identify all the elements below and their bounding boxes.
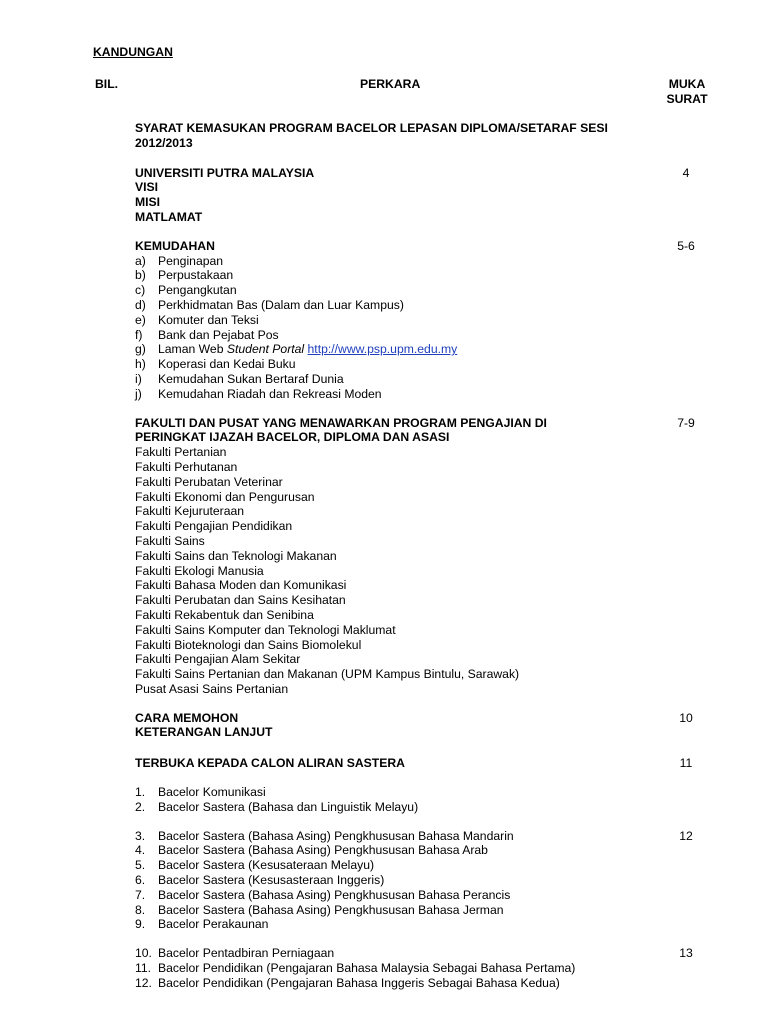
faculty-item: Fakulti Perubatan Veterinar <box>135 474 283 489</box>
faculty-item: Fakulti Rekabentuk dan Senibina <box>135 607 314 622</box>
faculty-item: Fakulti Pengajian Alam Sekitar <box>135 652 301 667</box>
item-label: a) <box>135 253 146 268</box>
section-sastera <box>135 756 695 990</box>
program-item <box>135 946 695 961</box>
list-item <box>135 372 695 387</box>
item-text: Penginapan <box>158 253 224 268</box>
item-text: Bacelor Sastera (Kesusasteraan Inggeris) <box>158 873 385 888</box>
item-text: Bacelor Sastera (Kesusateraan Melayu) <box>158 858 375 873</box>
item-text: Kemudahan Riadah dan Rekreasi Moden <box>158 386 382 401</box>
program-item <box>135 917 695 932</box>
item-text: Bacelor Perakaunan <box>158 917 269 932</box>
list-item <box>135 342 695 357</box>
section-line: MATLAMAT <box>135 209 203 224</box>
list-item <box>135 313 695 328</box>
page-number: 12 <box>679 828 693 843</box>
program-item <box>135 800 695 815</box>
item-text: Bacelor Pendidikan (Pengajaran Bahasa Inggeris Sebagai Bahasa Kedua) <box>158 975 560 990</box>
toc-content <box>135 121 695 1005</box>
faculty-item: Fakulti Bioteknologi dan Sains Biomolekul <box>135 637 362 652</box>
faculty-item: Fakulti Pengajian Pendidikan <box>135 519 293 534</box>
item-number: 5. <box>135 858 146 873</box>
column-header-muka-surat <box>650 77 724 107</box>
item-text: Kemudahan Sukan Bertaraf Dunia <box>158 371 344 386</box>
item-text: Bacelor Sastera (Bahasa Asing) Pengkhususan Bahasa Mandarin <box>158 828 514 843</box>
program-item <box>135 903 695 918</box>
item-label: j) <box>135 386 142 401</box>
item-number: 10. <box>135 946 152 961</box>
column-header-muka: MUKA <box>668 77 706 91</box>
item-text: Bacelor Sastera (Bahasa Asing) Pengkhususan Bahasa Perancis <box>158 887 511 902</box>
section-syarat <box>135 121 695 151</box>
column-header-bil: BIL. <box>95 77 119 91</box>
list-item <box>135 328 695 343</box>
item-text: Pengangkutan <box>158 283 237 298</box>
faculty-item: Fakulti Bahasa Moden dan Komunikasi <box>135 578 347 593</box>
item-label: e) <box>135 312 146 327</box>
item-number: 11. <box>135 961 152 976</box>
item-number: 9. <box>135 917 146 932</box>
list-item <box>135 387 695 402</box>
item-italic-text: Student Portal <box>226 342 305 357</box>
spacer <box>135 771 695 785</box>
item-label: c) <box>135 283 146 298</box>
item-text: Bacelor Pentadbiran Perniagaan <box>158 946 335 961</box>
item-text: Komuter dan Teksi <box>158 312 259 327</box>
item-number: 2. <box>135 799 146 814</box>
item-label: i) <box>135 371 142 386</box>
faculty-item: Fakulti Sains Komputer dan Teknologi Maklumat <box>135 622 396 637</box>
item-number: 8. <box>135 902 146 917</box>
section-heading: SYARAT KEMASUKAN PROGRAM BACELOR LEPASAN DIPLOMA/SETARAF SESI <box>135 121 608 135</box>
spacer <box>135 815 695 829</box>
item-number: 4. <box>135 843 146 858</box>
column-header-surat: SURAT <box>666 92 708 106</box>
page-number: 13 <box>679 946 693 961</box>
list-item <box>135 283 695 298</box>
section-cara-memohon <box>135 711 695 741</box>
program-item <box>135 976 695 991</box>
program-item <box>135 858 695 873</box>
section-heading: TERBUKA KEPADA CALON ALIRAN SASTERA <box>135 756 405 771</box>
program-item <box>135 843 695 858</box>
item-text: Bacelor Sastera (Bahasa Asing) Pengkhususan Bahasa Jerman <box>158 902 504 917</box>
faculty-item: Fakulti Perhutanan <box>135 459 238 474</box>
page-number: 4 <box>682 165 690 180</box>
column-header-perkara: PERKARA <box>360 77 421 91</box>
item-label: h) <box>135 357 146 372</box>
item-text: Laman Web <box>158 342 224 357</box>
program-group-b <box>135 829 695 933</box>
page-number: 11 <box>679 756 693 771</box>
section-heading: 2012/2013 <box>135 135 193 150</box>
section-heading: FAKULTI DAN PUSAT YANG MENAWARKAN PROGRAM PENGAJIAN DI <box>135 415 547 430</box>
item-number: 12. <box>135 975 152 990</box>
list-item <box>135 254 695 269</box>
program-item <box>135 873 695 888</box>
item-number: 1. <box>135 785 146 800</box>
section-line: VISI <box>135 180 159 195</box>
section-heading: CARA MEMOHON <box>135 710 239 725</box>
item-text: Bank dan Pejabat Pos <box>158 327 279 342</box>
list-item <box>135 357 695 372</box>
program-item <box>135 961 695 976</box>
item-number: 3. <box>135 828 146 843</box>
section-heading: KEMUDAHAN <box>135 238 215 253</box>
section-heading: PERINGKAT IJAZAH BACELOR, DIPLOMA DAN ASASI <box>135 430 450 445</box>
item-text: Perpustakaan <box>158 268 234 283</box>
list-item <box>135 298 695 313</box>
faculty-item: Fakulti Sains dan Teknologi Makanan <box>135 548 337 563</box>
section-line: MISI <box>135 195 161 210</box>
page-number: 10 <box>679 710 693 725</box>
item-label: f) <box>135 327 143 342</box>
item-text: Bacelor Sastera (Bahasa Asing) Pengkhususan Bahasa Arab <box>158 843 488 858</box>
page-number: 7-9 <box>677 415 695 430</box>
spacer <box>135 932 695 946</box>
item-text: Bacelor Pendidikan (Pengajaran Bahasa Malaysia Sebagai Bahasa Pertama) <box>158 961 576 976</box>
item-text: Bacelor Komunikasi <box>158 785 266 800</box>
program-item <box>135 785 695 800</box>
item-label: g) <box>135 342 146 357</box>
page-number: 5-6 <box>677 238 695 253</box>
faculty-item: Fakulti Kejuruteraan <box>135 504 245 519</box>
item-number: 7. <box>135 887 146 902</box>
faculty-item: Fakulti Ekologi Manusia <box>135 563 264 578</box>
faculty-item: Fakulti Ekonomi dan Pengurusan <box>135 489 315 504</box>
faculty-item: Fakulti Sains Pertanian dan Makanan (UPM Kampus Bintulu, Sarawak) <box>135 667 520 682</box>
faculty-item: Pusat Asasi Sains Pertanian <box>135 681 289 696</box>
document-title: KANDUNGAN <box>93 45 173 59</box>
item-text: Koperasi dan Kedai Buku <box>158 357 296 372</box>
item-text: Perkhidmatan Bas (Dalam dan Luar Kampus) <box>158 297 404 312</box>
faculty-item: Fakulti Sains <box>135 533 205 548</box>
section-upm <box>135 166 695 225</box>
item-label: d) <box>135 297 146 312</box>
section-heading: KETERANGAN LANJUT <box>135 725 273 740</box>
section-fakulti <box>135 416 695 697</box>
section-kemudahan <box>135 239 695 402</box>
item-label: b) <box>135 268 146 283</box>
program-item <box>135 829 695 844</box>
faculty-item: Fakulti Pertanian <box>135 445 227 460</box>
item-text: Bacelor Sastera (Bahasa dan Linguistik Melayu) <box>158 799 419 814</box>
program-group-c <box>135 946 695 990</box>
student-portal-link[interactable]: http://www.psp.upm.edu.my <box>307 342 458 357</box>
faculty-item: Fakulti Perubatan dan Sains Kesihatan <box>135 593 346 608</box>
item-number: 6. <box>135 873 146 888</box>
list-item <box>135 268 695 283</box>
program-item <box>135 888 695 903</box>
section-heading: UNIVERSITI PUTRA MALAYSIA <box>135 165 315 180</box>
